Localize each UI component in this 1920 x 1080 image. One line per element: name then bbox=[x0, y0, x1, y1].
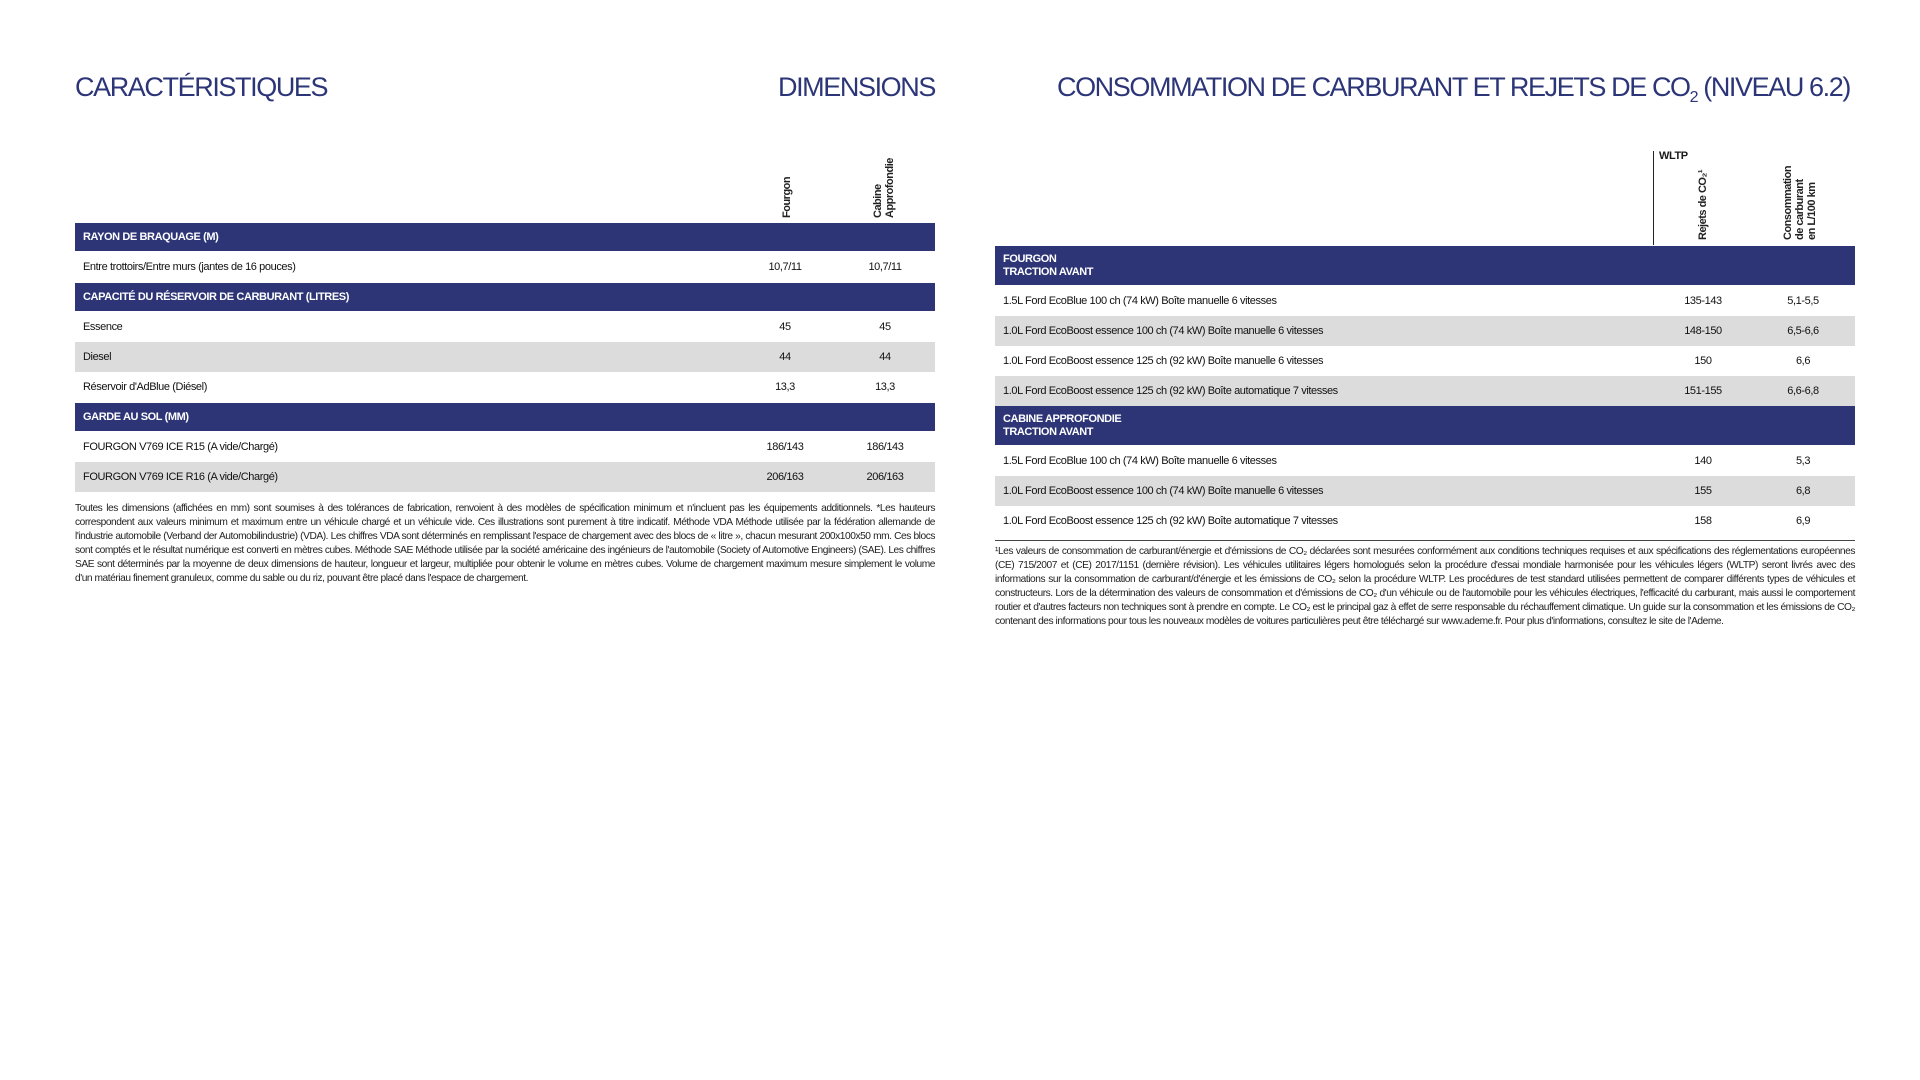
dimensions-footnote: Toutes les dimensions (affichées en mm) sont soumises à des tolérances de fabrication, renvoient à des modèles de spécification minimum et n'incluent pas les équipements additionnels. *Les hauteurs correspondent aux valeurs minimum et maximum entre un véhicule chargé et un véhicule vide. Ces illustrations sont purement à titre indicatif. Méthode VDA Méthode utilisée par la fédération allemande de l'industrie automobile (Verband der Automobilindustrie) (VDA). Les chiffres VDA sont déterminés en remplissant l'espace de chargement avec des blocs de « litre », chacun mesurant 200x100x50 mm. Ces blocs sont comptés et le résultat numérique est converti en mètres cubes. Méthode SAE Méthode utilisée par la société américaine des ingénieurs de l'automobile (Society of Automotive Engineers) (SAE). Les chiffres SAE sont déterminés par la moyenne de deux dimensions de hauteur, longueur et largeur, multipliée pour obtenir le volume en mètres cubes. Volume de chargement maximum mesure simplement le volume d'un matériau finement granuleux, comme du sable ou du riz, pouvant être placé dans l'espace de chargement. bbox=[75, 503, 935, 584]
title-main: CONSOMMATION DE CARBURANT ET REJETS DE CO bbox=[1056, 72, 1690, 102]
table-row bbox=[75, 342, 935, 372]
table-row bbox=[995, 346, 1855, 376]
section-header-fourgon bbox=[995, 246, 1855, 285]
value-consommation: 6,6-6,8 bbox=[1787, 385, 1819, 397]
row-label: 1.5L Ford EcoBlue 100 ch (74 kW) Boîte manuelle 6 vitesses bbox=[1003, 295, 1277, 307]
column-header-fourgon: Fourgon bbox=[781, 176, 793, 218]
value-co2: 158 bbox=[1694, 515, 1712, 527]
column-header-cabine-approfondie: Cabine Approfondie bbox=[872, 158, 896, 218]
value-consommation: 6,6 bbox=[1795, 355, 1811, 367]
section-label-line1: CABINE APPROFONDIE bbox=[1003, 413, 1122, 425]
title-end: (NIVEAU 6.2) bbox=[1697, 72, 1850, 102]
column-header-rejets-co2: Rejets de CO₂¹ bbox=[1697, 169, 1709, 240]
value-consommation: 6,5-6,6 bbox=[1787, 325, 1819, 337]
row-label: Réservoir d'AdBlue (Diésel) bbox=[83, 381, 207, 393]
section-label-line2: TRACTION AVANT bbox=[1003, 426, 1094, 438]
title-subscript: 2 bbox=[1689, 89, 1698, 106]
value-co2: 150 bbox=[1694, 355, 1712, 367]
value-consommation: 5,3 bbox=[1795, 455, 1811, 467]
page-title-caracteristiques: CARACTÉRISTIQUES bbox=[75, 72, 328, 102]
table-row bbox=[995, 446, 1855, 476]
table-row bbox=[75, 312, 935, 342]
value-co2: 140 bbox=[1694, 455, 1712, 467]
value-fourgon: 13,3 bbox=[775, 381, 795, 393]
row-label: 1.0L Ford EcoBoost essence 125 ch (92 kW) Boîte automatique 7 vitesses bbox=[1003, 385, 1338, 397]
page-title-dimensions: DIMENSIONS bbox=[777, 72, 935, 102]
row-label: FOURGON V769 ICE R16 (A vide/Chargé) bbox=[83, 471, 278, 483]
table-row bbox=[75, 432, 935, 462]
value-fourgon: 45 bbox=[779, 321, 791, 333]
table-row bbox=[995, 476, 1855, 506]
row-label: Diesel bbox=[83, 351, 112, 363]
value-co2: 151-155 bbox=[1684, 385, 1722, 397]
section-label-line2: TRACTION AVANT bbox=[1003, 266, 1094, 278]
value-cabine: 186/143 bbox=[866, 441, 904, 453]
value-cabine: 206/163 bbox=[866, 471, 904, 483]
row-label: 1.0L Ford EcoBoost essence 100 ch (74 kW) Boîte manuelle 6 vitesses bbox=[1003, 325, 1324, 337]
row-label: Essence bbox=[83, 321, 123, 333]
value-co2: 135-143 bbox=[1684, 295, 1722, 307]
row-label: 1.0L Ford EcoBoost essence 125 ch (92 kW) Boîte automatique 7 vitesses bbox=[1003, 515, 1338, 527]
section-label-line1: FOURGON bbox=[1003, 253, 1057, 265]
wltp-divider bbox=[1653, 151, 1654, 245]
section-header-rayon-braquage: RAYON DE BRAQUAGE (M) bbox=[75, 223, 935, 251]
table-row bbox=[995, 286, 1855, 316]
table-row bbox=[75, 372, 935, 402]
section-header-garde-au-sol: GARDE AU SOL (MM) bbox=[75, 403, 935, 431]
value-consommation: 6,8 bbox=[1795, 485, 1811, 497]
value-consommation: 5,1-5,5 bbox=[1787, 295, 1819, 307]
value-cabine: 44 bbox=[879, 351, 891, 363]
table-row bbox=[995, 376, 1855, 406]
consumption-footnote: ¹Les valeurs de consommation de carburant/énergie et d'émissions de CO₂ déclarées sont mesurées conformément aux conditions techniques requises et aux spécifications des réglementations européennes (CE) 715/2007 et (CE) 2017/1151 (dernière révision). Les véhicules utilitaires légers homologués selon la procédure d'essai mondiale harmonisée pour les véhicules légers (WLTP) seront livrés avec des informations sur la consommation de carburant/d'énergie et les émissions de CO₂ selon la procédure WLTP. Les procédures de test standard utilisées permettent de comparer différents types de véhicules et constructeurs. Lors de la détermination des valeurs de consommation et d'émissions de CO₂ d'un véhicule ou de l'automobile pour les véhicules électriques, l'efficacité du carburant, mais aussi le comportement routier et d'autres facteurs non techniques sont à prendre en compte. Le CO₂ est le principal gaz à effet de serre responsable du réchauffement climatique. Un guide sur la consommation et les émissions de CO₂ contenant des informations pour tous les nouveaux modèles de voitures particulières peut être téléchargé sur www.ademe.fr. Pour plus d'informations, consultez le site de l'Ademe. bbox=[995, 546, 1855, 627]
value-co2: 148-150 bbox=[1684, 325, 1722, 337]
table-row bbox=[995, 506, 1855, 536]
page-title-consommation bbox=[1057, 70, 1850, 115]
row-label: 1.0L Ford EcoBoost essence 100 ch (74 kW) Boîte manuelle 6 vitesses bbox=[1003, 485, 1324, 497]
wltp-label: WLTP bbox=[1659, 150, 1688, 162]
table-row bbox=[75, 252, 935, 282]
section-header-capacite-reservoir: CAPACITÉ DU RÉSERVOIR DE CARBURANT (LITRES) bbox=[75, 283, 935, 311]
column-header-consommation: Consommation de carburant en L/100 km bbox=[1782, 165, 1818, 240]
value-fourgon: 206/163 bbox=[766, 471, 804, 483]
value-fourgon: 10,7/11 bbox=[768, 261, 802, 273]
value-cabine: 10,7/11 bbox=[868, 261, 902, 273]
footnote-divider bbox=[995, 540, 1855, 541]
value-fourgon: 44 bbox=[779, 351, 791, 363]
value-co2: 155 bbox=[1694, 485, 1712, 497]
table-row bbox=[995, 316, 1855, 346]
row-label: 1.5L Ford EcoBlue 100 ch (74 kW) Boîte manuelle 6 vitesses bbox=[1003, 455, 1277, 467]
row-label: FOURGON V769 ICE R15 (A vide/Chargé) bbox=[83, 441, 278, 453]
row-label: 1.0L Ford EcoBoost essence 125 ch (92 kW) Boîte manuelle 6 vitesses bbox=[1003, 355, 1324, 367]
value-cabine: 45 bbox=[879, 321, 891, 333]
row-label: Entre trottoirs/Entre murs (jantes de 16 pouces) bbox=[83, 261, 296, 273]
table-row bbox=[75, 462, 935, 492]
value-fourgon: 186/143 bbox=[766, 441, 804, 453]
value-consommation: 6,9 bbox=[1795, 515, 1811, 527]
section-header-cabine-approfondie bbox=[995, 406, 1855, 445]
value-cabine: 13,3 bbox=[875, 381, 895, 393]
